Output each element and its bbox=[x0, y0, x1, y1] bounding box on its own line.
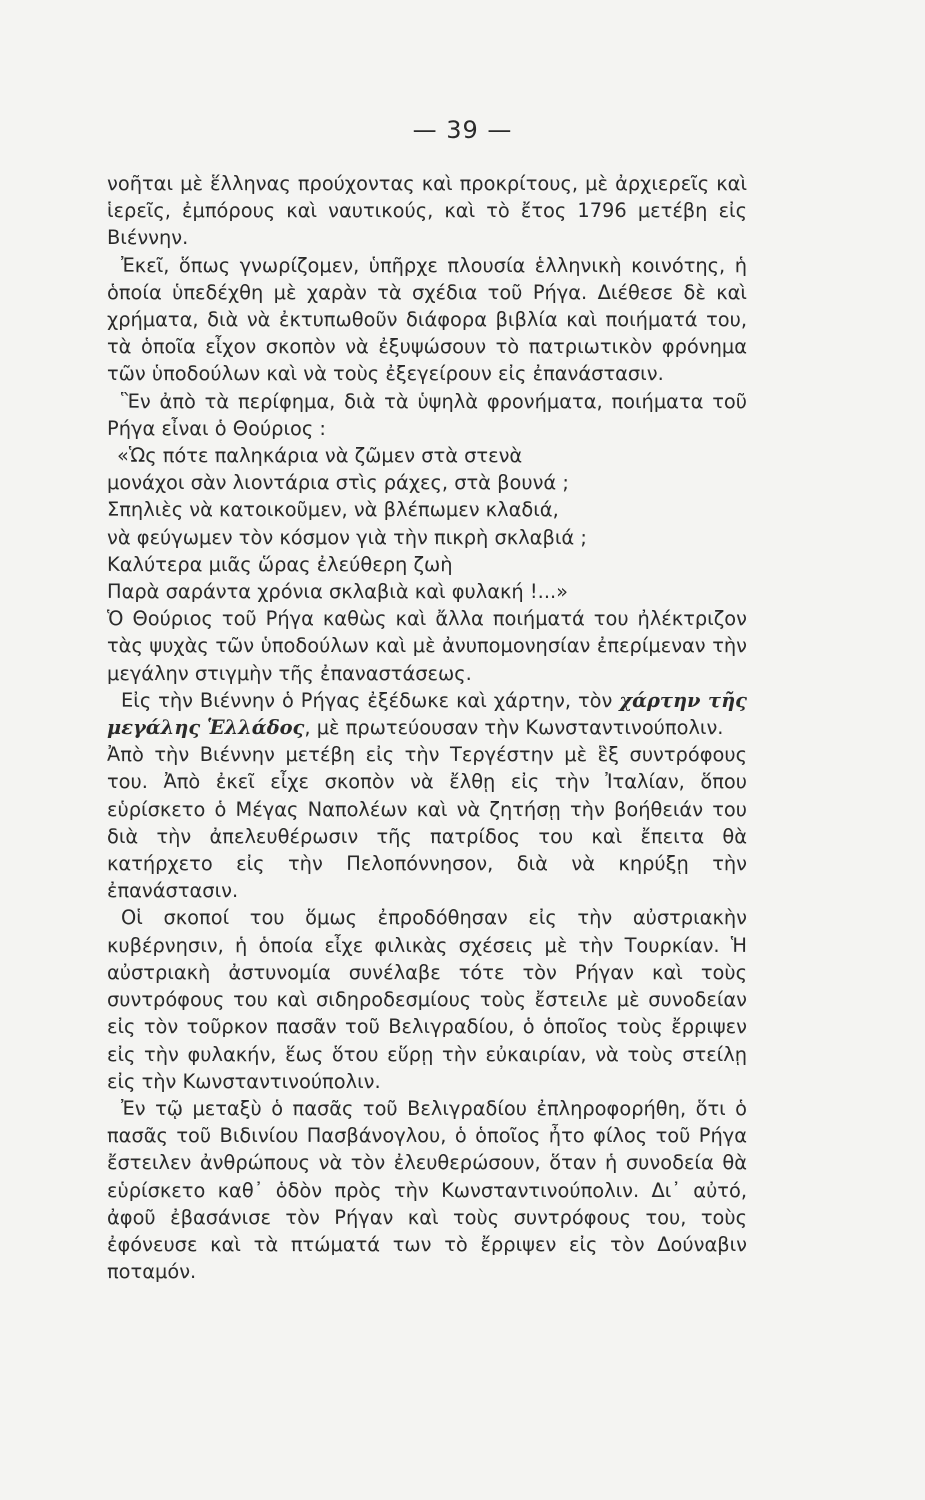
paragraph-map bbox=[107, 687, 747, 741]
paragraph-4: Ὁ Θούριος τοῦ Ρήγα καθὼς καὶ ἄλλα ποιήματά του ἠλέκτριζον τὰς ψυχὰς τῶν ὑποδούλων καὶ μὲ ἀνυπομονησίαν ἐπερίμεναν τὴν μεγάλην στιγμὴν τῆς ἐπαναστάσεως. bbox=[107, 607, 747, 685]
poem-verse-4: νὰ φεύγωμεν τὸν κόσμον γιὰ τὴν πικρὴ σκλαβιά ; bbox=[107, 525, 587, 549]
paragraph-2: Ἐκεῖ, ὅπως γνωρίζομεν, ὑπῆρχε πλουσία ἑλληνικὴ κοινότης, ἡ ὁποία ὑπεδέχθη μὲ χαρὰν τὰ σχέδια τοῦ Ρήγα. Διέθεσε δὲ καὶ χρήματα, διὰ νὰ ἐκτυπωθοῦν διάφορα βιβλία καὶ ποιήματά του, τὰ ὁποῖα εἶχον σκοπὸν νὰ ἐξυψώσουν τὸ πατριωτικὸν φρόνημα τῶν ὑποδούλων καὶ νὰ τοὺς ἐξεγείρουν εἰς ἐπανάστασιν. bbox=[107, 253, 747, 386]
map-text-before: Εἰς τὴν Βιέννην ὁ Ρήγας ἐξέδωκε καὶ χάρτην, τὸν bbox=[121, 688, 620, 712]
poem-verse-6: Παρὰ σαράντα χρόνια σκλαβιὰ καὶ φυλακή !...» bbox=[107, 580, 569, 604]
paragraph-8: Ἐν τῷ μεταξὺ ὁ πασᾶς τοῦ Βελιγραδίου ἐπληροφορήθη, ὅτι ὁ πασᾶς τοῦ Βιδινίου Πασβάνογλου, ὁ ὁποῖος ἦτο φίλος τοῦ Ρήγα ἔστειλεν ἀνθρώπους νὰ τὸν ἐλευθερώσουν, ὅταν ἡ συνοδεία θὰ εὑρίσκετο καθ᾿ ὁδὸν πρὸς τὴν Κωνσταντινούπολιν. Δι᾿ αὐτό, ἀφοῦ ἐβασάνισε τὸν Ρήγαν καὶ τοὺς συντρόφους του, τοὺς ἐφόνευσε καὶ τὰ πτώματά των τὸ ἔρριψεν εἰς τὸν Δούναβιν ποταμόν. bbox=[107, 1096, 747, 1284]
page-number: — 39 — bbox=[412, 116, 513, 144]
poem-verse-1: «Ὡς πότε παληκάρια νὰ ζῶμεν στὰ στενὰ bbox=[117, 444, 523, 468]
paragraph-6: Ἀπὸ τὴν Βιέννην μετέβη εἰς τὴν Τεργέστην μὲ ἓξ συντρόφους του. Ἀπὸ ἐκεῖ εἶχε σκοπὸν νὰ ἔλθῃ εἰς τὴν Ἰταλίαν, ὅπου εὑρίσκετο ὁ Μέγας Ναπολέων καὶ νὰ ζητήσῃ τὴν βοήθειάν του διὰ τὴν ἀπελευθέρωσιν τῆς πατρίδος του καὶ ἔπειτα θὰ κατήρχετο εἰς τὴν Πελοπόννησον, διὰ νὰ κηρύξῃ τὴν ἐπανάστασιν. bbox=[107, 743, 747, 903]
map-title-emphasis: χάρτην τῆς μεγάλης Ἑλλάδος bbox=[107, 688, 747, 740]
poem-thourios bbox=[107, 442, 747, 605]
paragraph-1: νοῆται μὲ ἕλληνας προύχοντας καὶ προκρίτους, μὲ ἀρχιερεῖς καὶ ἱερεῖς, ἐμπόρους καὶ ναυτικούς, καὶ τὸ ἔτος 1796 μετέβη εἰς Βιέννην. bbox=[107, 172, 747, 250]
paragraph-3: Ἓν ἀπὸ τὰ περίφημα, διὰ τὰ ὑψηλὰ φρονήματα, ποιήματα τοῦ Ρήγα εἶναι ὁ Θούριος : bbox=[107, 389, 747, 440]
poem-verse-3: Σπηλιὲς νὰ κατοικοῦμεν, νὰ βλέπωμεν κλαδιά, bbox=[107, 498, 559, 522]
body-text bbox=[107, 170, 747, 1285]
poem-verse-5: Καλύτερα μιᾶς ὥρας ἐλεύθερη ζωὴ bbox=[107, 552, 453, 576]
map-text-after: , μὲ πρωτεύουσαν τὴν Κωνσταντινούπολιν. bbox=[304, 716, 724, 740]
poem-verse-2: μονάχοι σὰν λιοντάρια στὶς ράχες, στὰ βουνά ; bbox=[107, 471, 569, 495]
paragraph-7: Οἱ σκοποί του ὅμως ἐπροδόθησαν εἰς τὴν αὐστριακὴν κυβέρνησιν, ἡ ὁποία εἶχε φιλικὰς σχέσεις μὲ τὴν Τουρκίαν. Ἡ αὐστριακὴ ἀστυνομία συνέλαβε τότε τὸν Ρήγαν καὶ τοὺς συντρόφους του καὶ σιδηροδεσμίους τοὺς ἔστειλε μὲ συνοδείαν εἰς τὸν τοῦρκον πασᾶν τοῦ Βελιγραδίου, ὁ ὁποῖος τοὺς ἔρριψεν εἰς τὴν φυλακήν, ἕως ὅτου εὕρῃ τὴν εὐκαιρίαν, νὰ τοὺς στείλῃ εἰς τὴν Κωνσταντινούπολιν. bbox=[107, 906, 747, 1093]
